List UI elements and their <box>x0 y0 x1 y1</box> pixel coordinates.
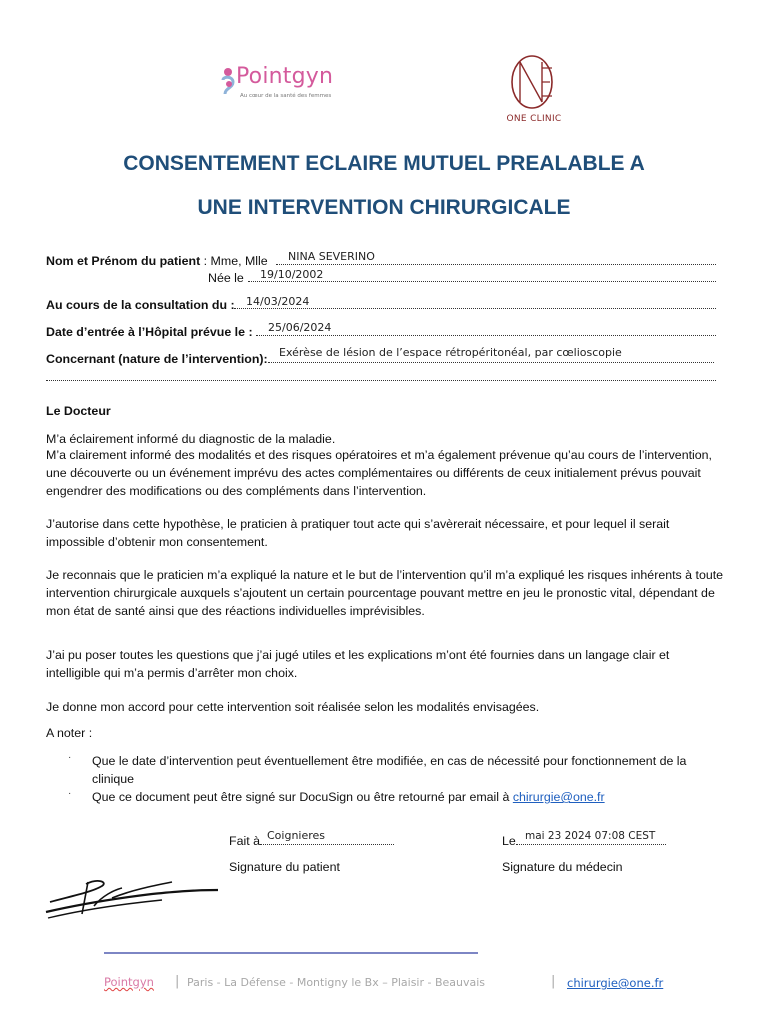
footer-brand: Pointgyn <box>104 975 154 989</box>
fait-a-value[interactable]: Coignieres <box>267 829 326 842</box>
bullet-marker-2: · <box>68 788 72 799</box>
paragraph-risks: M’a clairement informé des modalités et des risques opératoires et m’a également prévenue qu’au cours de l’intervention, une découverte ou un événement imprévu des actes complémentaires ou différents de ceux initialement prévus pouvait engendrer des modifications ou des compléments dans l’intervention. <box>46 448 713 498</box>
paragraph-authorization: J’autorise dans cette hypothèse, le praticien à pratiquer tout acte qui s’avèrerait nécessaire, et pour lequel il serait impossible d’obtenir mon consentement. <box>46 517 670 549</box>
note-heading: A noter : <box>46 726 93 740</box>
bullet-marker-1: · <box>68 752 72 763</box>
patient-name-value[interactable]: NINA SEVERINO <box>288 250 375 263</box>
patient-signature-label: Signature du patient <box>229 860 340 874</box>
footer-separator-1: | <box>175 974 180 989</box>
patient-name-dots <box>276 264 716 265</box>
consultation-date-label: Au cours de la consultation du : <box>46 298 235 312</box>
birth-date-dots <box>248 281 716 282</box>
pointgyn-logo <box>218 64 358 108</box>
intervention-value[interactable]: Exérèse de lésion de l’espace rétropéritonéal, par cœlioscopie <box>279 346 622 359</box>
intervention-dots <box>268 362 714 363</box>
hospital-entry-dots <box>256 335 716 336</box>
oneclinic-emblem-icon <box>508 54 556 110</box>
intervention-dots-2 <box>46 380 716 381</box>
doctor-heading: Le Docteur <box>46 404 111 418</box>
pointgyn-name: Pointgyn <box>236 64 334 89</box>
paragraph-agreement: Je donne mon accord pour cette intervention soit réalisée selon les modalités envisagées. <box>46 700 540 714</box>
footer-rule <box>104 952 478 954</box>
le-value[interactable]: mai 23 2024 07:08 CEST <box>525 830 656 842</box>
paragraph-questions: J’ai pu poser toutes les questions que j’ai jugé utiles et les explications m’ont été fournies dans un langage clair et intelligible qui m’a permis d’arrêter mon choix. <box>46 648 670 680</box>
birth-date-label: Née le <box>208 271 244 285</box>
patient-name-label: Nom et Prénom du patient <box>46 254 201 268</box>
paragraph-diagnosis: M’a éclairement informé du diagnostic de la maladie. <box>46 432 336 446</box>
document-title-line1: CONSENTEMENT ECLAIRE MUTUEL PREALABLE A <box>123 152 645 175</box>
footer-locations: Paris - La Défense - Montigny le Bx – Plaisir - Beauvais <box>187 976 486 989</box>
oneclinic-name: ONE CLINIC <box>506 114 562 124</box>
footer-separator-2: | <box>551 974 556 989</box>
paragraph-acknowledgement: Je reconnais que le praticien m’a expliqué la nature et le but de l’intervention qu’il m’a expliqué les risques inhérents à toute intervention chirurgicale auxquels s’ajoutent un certain pourcentage pouvant mettre en jeu le pronostic vital, dépendant de mon état de santé ainsi que des réactions individuelles imprévisibles. <box>46 568 724 618</box>
fait-a-dots <box>260 844 394 845</box>
pointgyn-emblem-icon <box>220 66 236 98</box>
hospital-entry-value[interactable]: 25/06/2024 <box>268 321 332 334</box>
birth-date-value[interactable]: 19/10/2002 <box>260 268 324 281</box>
document-title-line2: UNE INTERVENTION CHIRURGICALE <box>197 196 571 219</box>
consultation-date-dots <box>234 308 716 309</box>
le-label: Le <box>502 834 516 848</box>
consultation-date-value[interactable]: 14/03/2024 <box>246 295 310 308</box>
footer-email-link[interactable]: chirurgie@one.fr <box>567 976 664 990</box>
doctor-signature-label: Signature du médecin <box>502 860 623 874</box>
note-bullet-docusign-text: Que ce document peut être signé sur DocuSign ou être retourné par email à <box>92 790 513 804</box>
fait-a-label: Fait à <box>229 834 260 848</box>
patient-name-suffix: : Mme, Mlle <box>200 254 268 268</box>
hospital-entry-label: Date d’entrée à l’Hôpital prévue le : <box>46 325 253 339</box>
oneclinic-logo <box>494 54 574 128</box>
note-bullet-date: Que le date d’intervention peut éventuellement être modifiée, en cas de nécessité pour fonctionnement de la clinique <box>92 754 687 786</box>
le-dots <box>516 844 666 845</box>
intervention-label: Concernant (nature de l’intervention): <box>46 352 268 366</box>
handwritten-signature <box>42 872 222 922</box>
note-bullet-docusign <box>92 788 605 806</box>
email-link[interactable]: chirurgie@one.fr <box>512 790 605 804</box>
pointgyn-tagline: Au cœur de la santé des femmes <box>240 93 332 99</box>
patient-name-row <box>46 252 268 270</box>
